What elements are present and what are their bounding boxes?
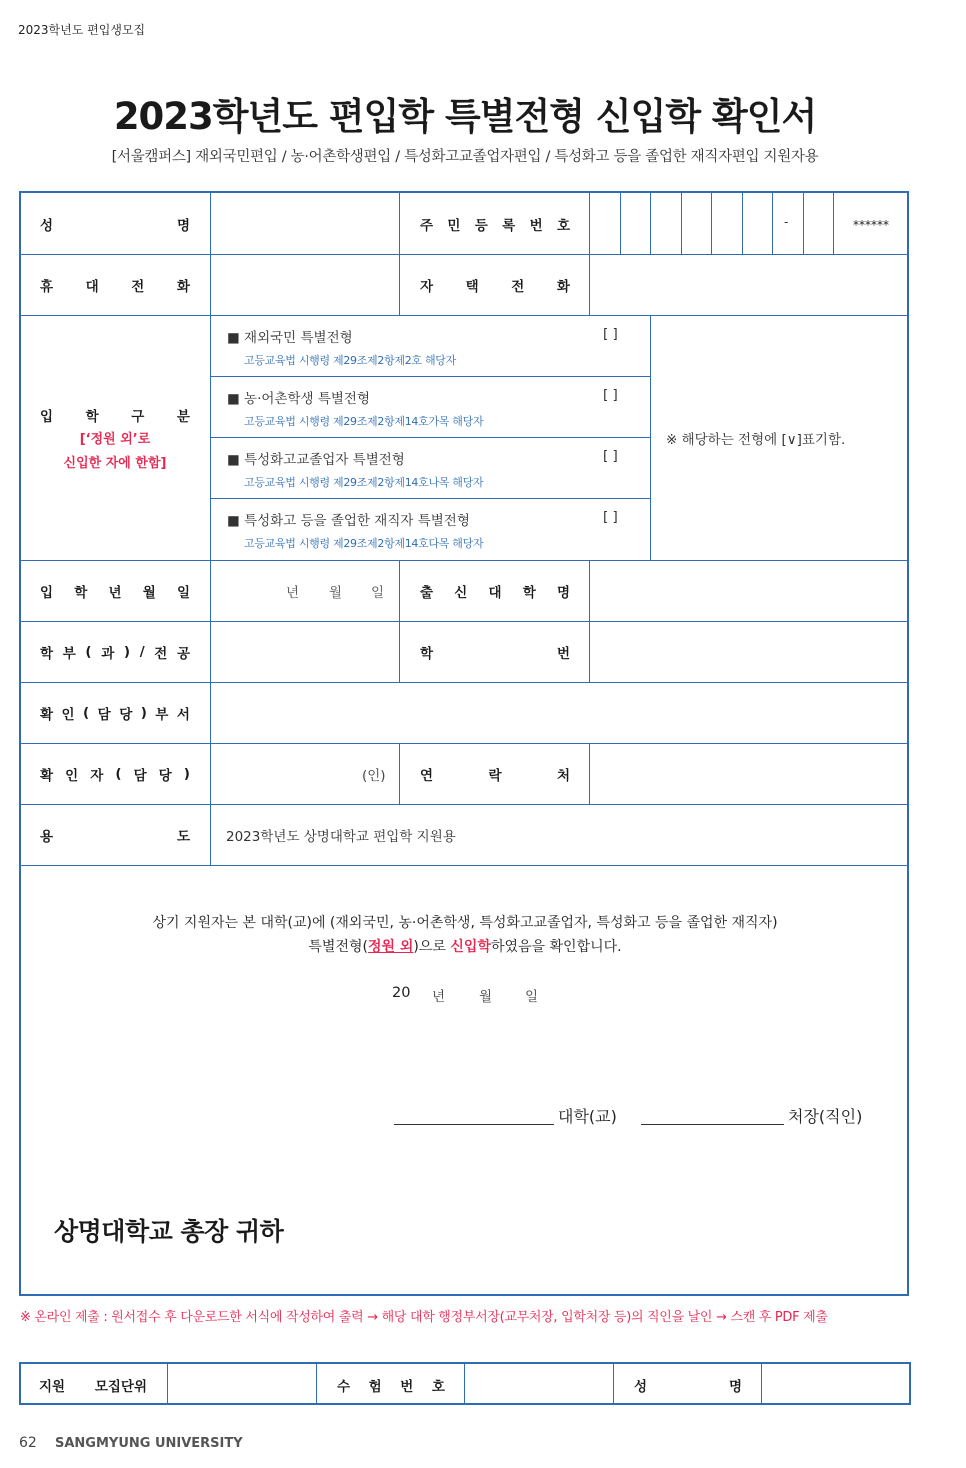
admission-type-law: 고등교육법 시행령 제29조제2항제14호나목 해당자 [244, 476, 484, 489]
university-field[interactable] [591, 562, 907, 620]
header-label: 2023학년도 편입생모집 [18, 23, 146, 37]
date-unit: 년 [432, 989, 446, 1005]
admission-type-name: ■ 특성화고교졸업자 특별전형 [227, 452, 405, 468]
head-signature-line[interactable] [641, 1124, 784, 1125]
home-phone-field[interactable] [591, 256, 907, 314]
name-label: 성 명 [40, 218, 190, 234]
admission-type-law: 고등교육법 시행령 제29조제2항제14호다목 해당자 [244, 537, 484, 550]
date-prefix: 20 [392, 985, 411, 1001]
admission-type-checkbox[interactable]: [ ] [603, 387, 618, 403]
student-number-field[interactable] [591, 623, 907, 681]
date-unit: 월 [479, 989, 493, 1005]
admission-type-label: 입 학 구 분 [40, 409, 190, 425]
admission-type-checkbox[interactable]: [ ] [603, 326, 618, 342]
entry-date-label: 입 학 년 월 일 [40, 585, 190, 601]
purpose-label: 용 도 [40, 829, 190, 845]
rrn-dash: - [784, 215, 789, 229]
confirmer-label: 확 인 자 ( 담 당 ) [40, 766, 190, 784]
footer-university: SANGMYUNG UNIVERSITY [55, 1436, 243, 1451]
recruitment-unit-label: 지원 모집단위 [39, 1379, 147, 1395]
exam-number-label: 수 험 번 호 [337, 1379, 445, 1395]
stub-name-field[interactable] [763, 1364, 909, 1403]
confirm-department-label: 확 인 ( 담 당 ) 부 서 [40, 705, 190, 723]
rrn-label: 주 민 등 록 번 호 [420, 218, 570, 234]
confirm-department-field[interactable] [212, 684, 907, 742]
entry-date-unit: 년 [286, 585, 300, 601]
admission-note-line2: 신입한 자에 한함] [63, 456, 167, 471]
admission-type-law: 고등교육법 시행령 제29조제2항제14호가목 해당자 [244, 415, 484, 428]
name-field[interactable] [212, 194, 398, 253]
submission-note: ※ 온라인 제출 : 원서접수 후 다운로드한 서식에 작성하여 출력 → 해당 대학 행정부서장(교무처장, 입학처장 등)의 직인을 날인 → 스캔 후 PDF 제출 [20, 1310, 828, 1325]
page-subtitle: [서울캠퍼스] 재외국민편입 / 농·어촌학생편입 / 특성화고교졸업자편입 / 특성화고 등을 졸업한 재직자편입 지원자용 [111, 149, 819, 165]
admission-instruction: ※ 해당하는 전형에 [∨]표기함. [666, 432, 846, 448]
department-field[interactable] [212, 623, 398, 681]
mobile-label: 휴 대 전 화 [40, 279, 190, 295]
contact-field[interactable] [591, 745, 907, 803]
seal-mark: (인) [362, 768, 386, 784]
recruitment-unit-field[interactable] [169, 1364, 315, 1403]
admission-type-checkbox[interactable]: [ ] [603, 509, 618, 525]
department-label: 학 부 ( 과 ) / 전 공 [40, 644, 190, 662]
stub-name-label: 성 명 [634, 1379, 742, 1395]
statement-line1: 상기 지원자는 본 대학(교)에 (재외국민, 농·어촌학생, 특성화고교졸업자, 특성화고 등을 졸업한 재직자) [152, 915, 778, 931]
home-phone-label: 자 택 전 화 [420, 279, 570, 295]
university-signature-line[interactable] [394, 1124, 554, 1125]
mobile-field[interactable] [212, 256, 398, 314]
admission-type-name: ■ 재외국민 특별전형 [227, 330, 353, 346]
university-suffix: 대학(교) [558, 1107, 617, 1126]
exam-number-field[interactable] [466, 1364, 612, 1403]
addressee: 상명대학교 총장 귀하 [54, 1217, 284, 1246]
admission-type-name: ■ 특성화고 등을 졸업한 재직자 특별전형 [227, 513, 470, 529]
statement-line2: 특별전형(정원 외)으로 신입학하였음을 확인합니다. [308, 939, 622, 955]
date-unit: 일 [525, 989, 539, 1005]
purpose-value: 2023학년도 상명대학교 편입학 지원용 [226, 829, 456, 845]
admission-note-line1: [‘정원 외’로 [79, 432, 151, 447]
university-label: 출 신 대 학 명 [420, 585, 570, 601]
student-number-label: 학 번 [420, 646, 570, 662]
contact-label: 연 락 처 [420, 768, 570, 784]
entry-date-unit: 일 [371, 585, 385, 601]
head-suffix: 처장(직인) [788, 1107, 863, 1126]
page-title: 2023학년도 편입학 특별전형 신입학 확인서 [113, 95, 817, 138]
rrn-mask: ****** [853, 218, 889, 232]
admission-type-law: 고등교육법 시행령 제29조제2항제2호 해당자 [244, 354, 456, 367]
entry-date-unit: 월 [329, 585, 343, 601]
admission-type-checkbox[interactable]: [ ] [603, 448, 618, 464]
admission-type-name: ■ 농·어촌학생 특별전형 [227, 391, 370, 407]
page-number: 62 [19, 1435, 37, 1451]
